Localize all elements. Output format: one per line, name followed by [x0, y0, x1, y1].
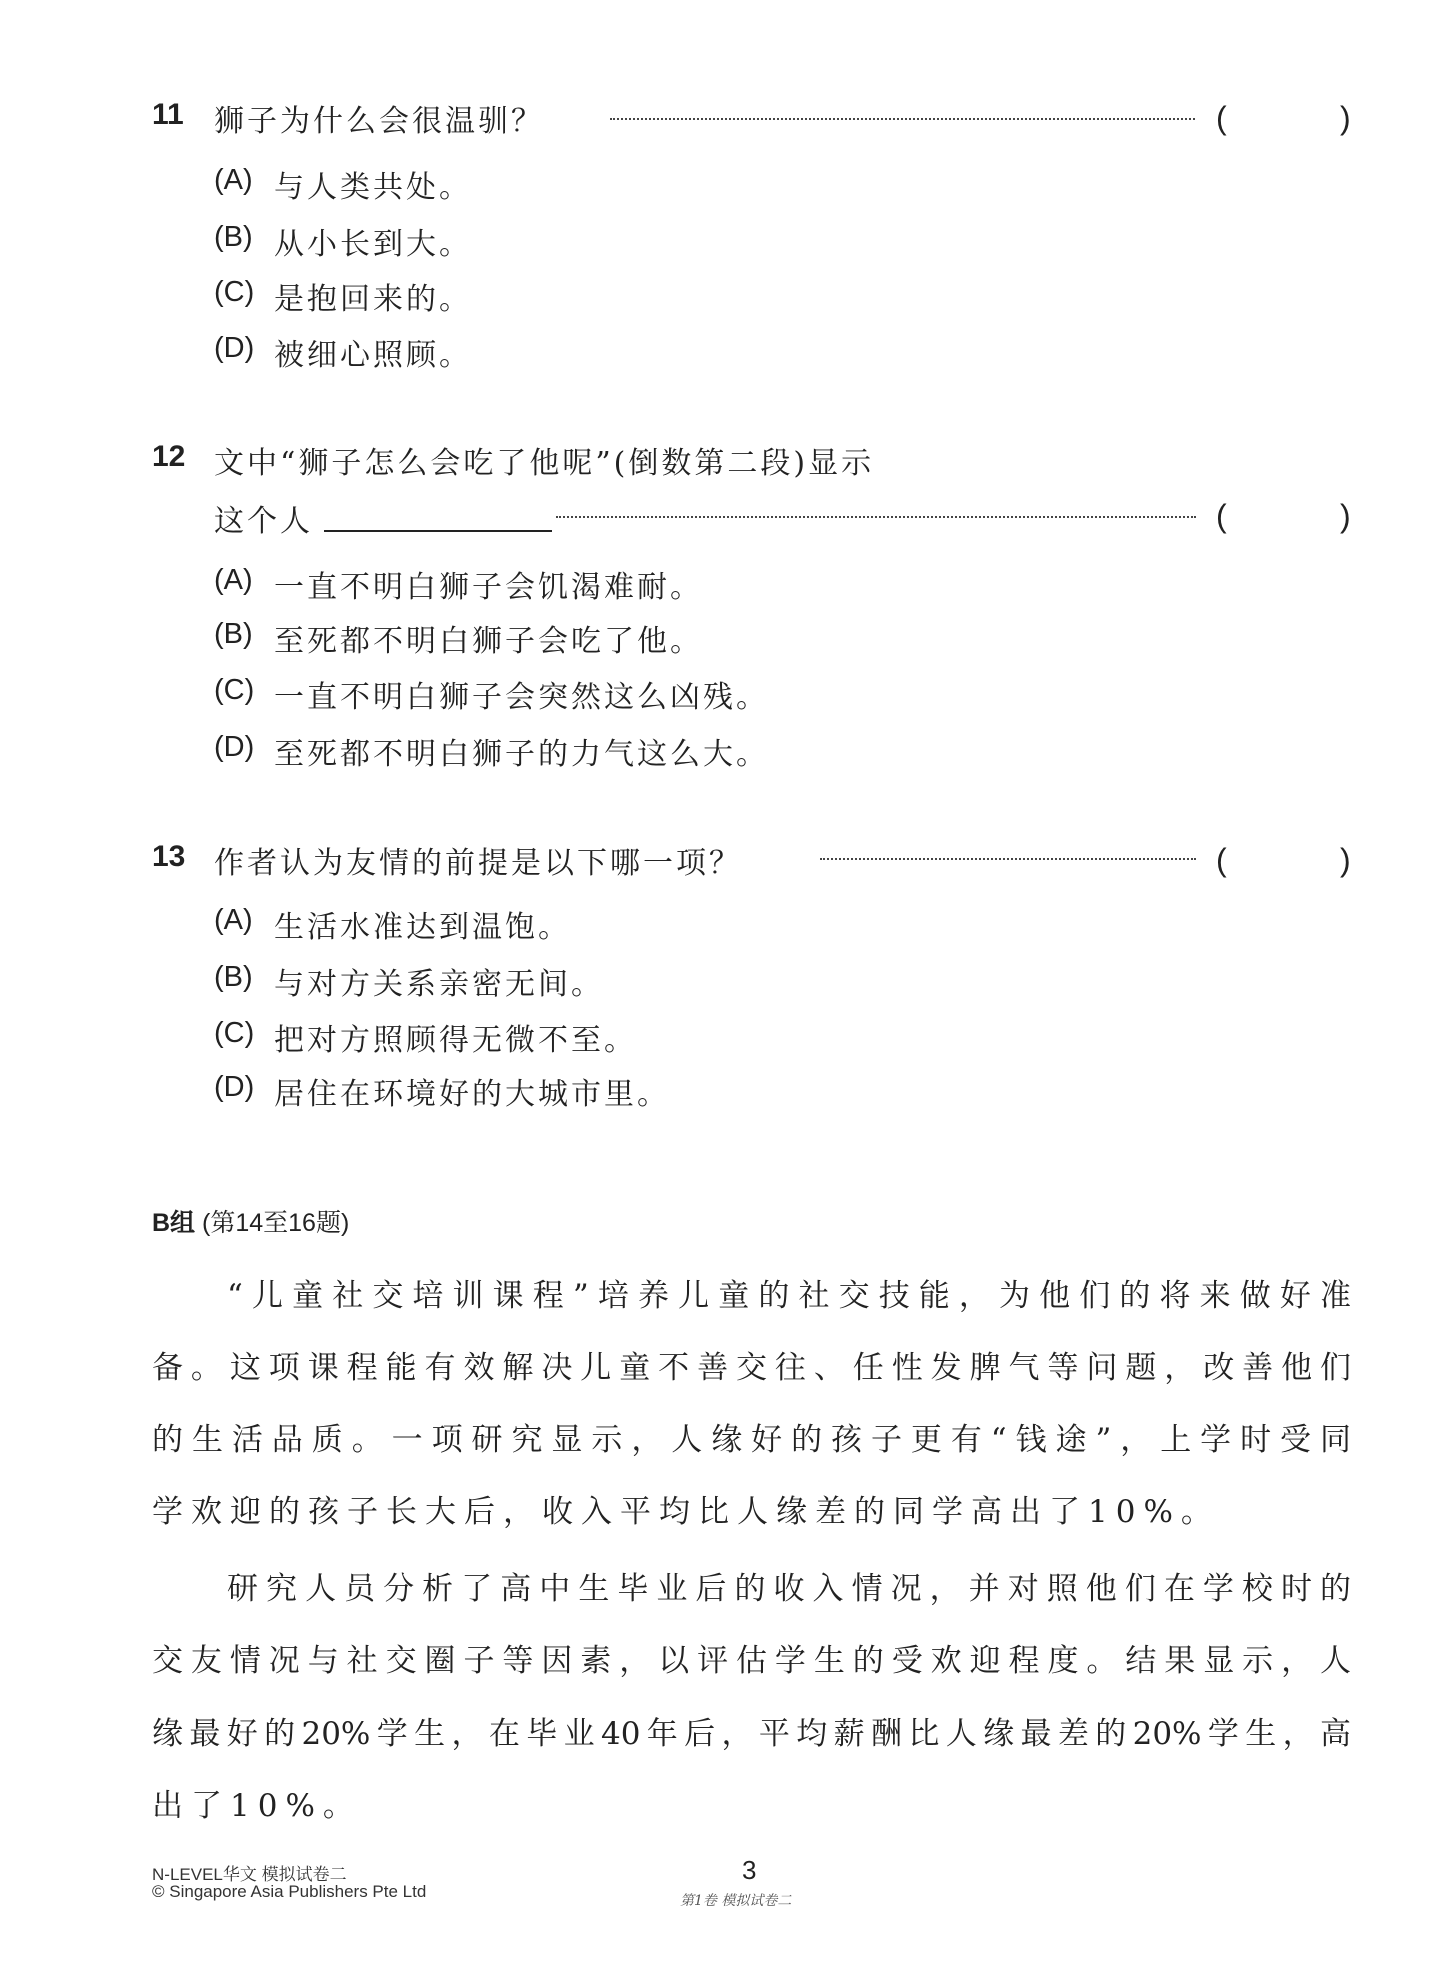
- option-text: 生活水准达到温饱。: [274, 910, 571, 945]
- option-text: 居住在环境好的大城市里。: [274, 1077, 670, 1112]
- passage-line: 交友情况与社交圈子等因素，以评估学生的受欢迎程度。结果显示，人: [152, 1643, 1351, 1679]
- option-text: 与人类共处。: [274, 170, 472, 205]
- option-label: (C): [214, 1017, 255, 1049]
- footer-copyright: © Singapore Asia Publishers Pte Ltd: [152, 1882, 427, 1901]
- answer-paren-close: ): [1340, 842, 1351, 878]
- page-number: 3: [742, 1855, 757, 1885]
- footer-title: N-LEVEL华文 模拟试卷二: [152, 1865, 347, 1884]
- leader-dots: [610, 118, 1195, 120]
- answer-blank: [324, 530, 552, 532]
- passage-line: 研究人员分析了高中生毕业后的收入情况，并对照他们在学校时的: [227, 1571, 1351, 1607]
- answer-paren-close: ): [1340, 498, 1351, 534]
- option-label: (B): [214, 618, 253, 650]
- passage-line: 学欢迎的孩子长大后，收入平均比人缘差的同学高出了10%。: [152, 1494, 1220, 1530]
- option-text: 至死都不明白狮子会吃了他。: [274, 624, 703, 659]
- option-text: 从小长到大。: [274, 227, 472, 262]
- option-text: 一直不明白狮子会突然这么凶残。: [274, 680, 769, 715]
- option-label: (A): [214, 904, 253, 936]
- option-label: (C): [214, 276, 255, 308]
- answer-paren-open: (: [1216, 498, 1227, 534]
- option-text: 把对方照顾得无微不至。: [274, 1023, 637, 1058]
- question-text-line2: 这个人: [214, 504, 313, 539]
- question-number: 11: [152, 98, 184, 131]
- question-text: 文中“狮子怎么会吃了他呢”(倒数第二段)显示: [214, 446, 875, 481]
- option-label: (B): [214, 961, 253, 993]
- option-label: (C): [214, 674, 255, 706]
- option-text: 是抱回来的。: [274, 282, 472, 317]
- passage-line: 的生活品质。一项研究显示，人缘好的孩子更有“钱途”，上学时受同: [152, 1422, 1351, 1458]
- option-label: (A): [214, 564, 253, 596]
- leader-dots: [820, 858, 1196, 860]
- section-range: (第14至16题): [202, 1209, 350, 1237]
- option-label: (A): [214, 164, 253, 196]
- passage-line: 备。这项课程能有效解决儿童不善交往、任性发脾气等问题，改善他们: [152, 1350, 1351, 1386]
- question-text: 狮子为什么会很温驯？: [214, 104, 544, 139]
- passage-line: “儿童社交培训课程”培养儿童的社交技能，为他们的将来做好准: [227, 1278, 1351, 1314]
- section-heading: [152, 1203, 349, 1239]
- answer-paren-close: ): [1340, 100, 1351, 136]
- section-title: B组: [152, 1209, 196, 1237]
- answer-paren-open: (: [1216, 842, 1227, 878]
- passage-line: 缘最好的20%学生，在毕业40年后，平均薪酬比人缘最差的20%学生，高: [152, 1716, 1351, 1752]
- handwritten-stamp: 第1卷 模拟试卷二: [680, 1893, 792, 1909]
- leader-dots: [556, 516, 1196, 518]
- option-text: 至死都不明白狮子的力气这么大。: [274, 737, 769, 772]
- option-label: (D): [214, 1071, 255, 1103]
- passage-line: 出了10%。: [152, 1788, 362, 1824]
- option-label: (D): [214, 332, 255, 364]
- question-text: 作者认为友情的前提是以下哪一项？: [214, 846, 742, 881]
- option-label: (B): [214, 221, 253, 253]
- option-text: 与对方关系亲密无间。: [274, 967, 604, 1002]
- option-text: 一直不明白狮子会饥渴难耐。: [274, 570, 703, 605]
- answer-paren-open: (: [1216, 100, 1227, 136]
- option-text: 被细心照顾。: [274, 338, 472, 373]
- question-number: 12: [152, 440, 186, 473]
- option-label: (D): [214, 731, 255, 763]
- question-number: 13: [152, 840, 186, 873]
